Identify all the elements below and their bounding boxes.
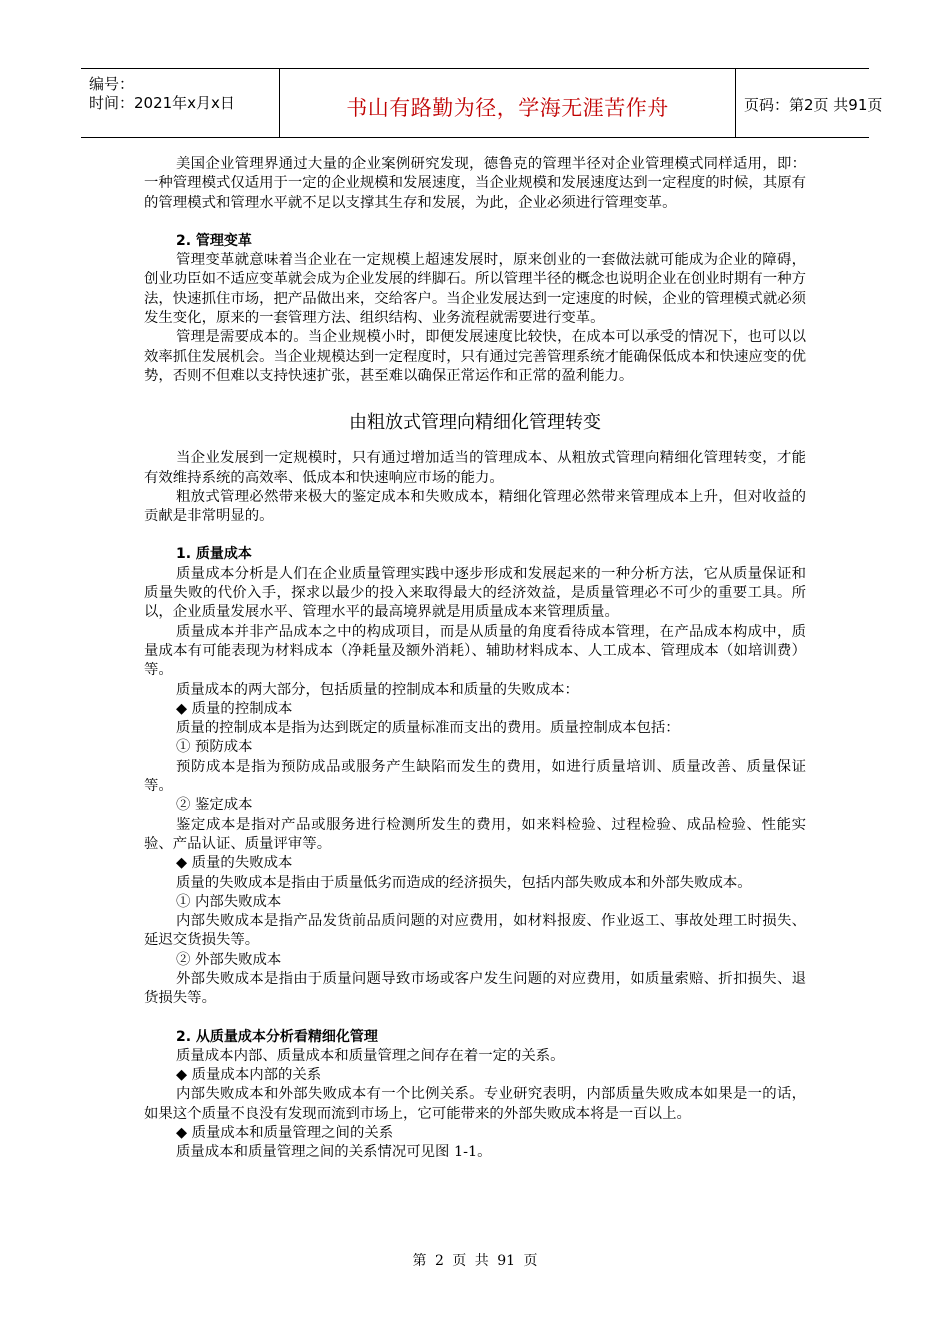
- paragraph: 鉴定成本是指对产品或服务进行检测所发生的费用，如来料检验、过程检验、成品检验、性能实验、产品认证、质量评审等。: [144, 816, 806, 852]
- section-title: 由粗放式管理向精细化管理转变: [349, 412, 601, 434]
- bullet-item: ◆ 质量成本内部的关系: [176, 1067, 322, 1084]
- paragraph: 质量成本内部、质量成本和质量管理之间存在着一定的关系。: [176, 1047, 565, 1064]
- paragraph: 质量成本的两大部分，包括质量的控制成本和质量的失败成本：: [176, 681, 579, 698]
- subsection-heading: 2. 从质量成本分析看精细化管理: [176, 1028, 378, 1045]
- page-footer: 第 2 页 共 91 页: [412, 1253, 538, 1269]
- paragraph: 质量成本和质量管理之间的关系情况可见图 1-1。: [176, 1144, 492, 1161]
- header-motto: 书山有路勤为径，学海无涯苦作舟: [346, 96, 669, 120]
- numbered-item: ② 外部失败成本: [176, 951, 282, 968]
- paragraph: 内部失败成本是指产品发货前品质问题的对应费用，如材料报废、作业返工、事故处理工时损失、延迟交货损失等。: [144, 913, 806, 949]
- document-code-label: 编号：: [89, 75, 135, 93]
- paragraph: 内部失败成本和外部失败成本有一个比例关系。专业研究表明，内部质量失败成本如果是一的话，如果这个质量不良没有发现而流到市场上，它可能带来的外部失败成本将是一百以上。: [144, 1086, 806, 1122]
- paragraph: 管理变革就意味着当企业在一定规模上超速发展时，原来创业的一套做法就可能成为企业的障碍，创业功臣如不适应变革就会成为企业发展的绊脚石。所以管理半径的概念也说明企业在创业时期有一种方法，快速抓住市场，把产品做出来，交给客户。当企业发展达到一定速度的时候，企业的管理模式就必须发生变化，原来的一套管理方法、组织结构、业务流程就需要进行变革。: [144, 252, 806, 327]
- bullet-item: ◆ 质量的控制成本: [176, 700, 293, 717]
- paragraph: 质量的控制成本是指为达到既定的质量标准而支出的费用。质量控制成本包括：: [176, 720, 680, 737]
- paragraph: 管理是需要成本的。当企业规模小时，即便发展速度比较快，在成本可以承受的情况下，也可以以效率抓住发展机会。当企业规模达到一定程度时，只有通过完善管理系统才能确保低成本和快速应变的优势，否则不但难以支持快速扩张，甚至难以确保正常运作和正常的盈利能力。: [144, 329, 806, 384]
- numbered-item: ① 内部失败成本: [176, 893, 282, 910]
- header-page-number: 页码：第2页 共91页: [744, 96, 883, 114]
- header-cell-motto: [280, 69, 736, 137]
- paragraph: 质量成本并非产品成本之中的构成项目，而是从质量的角度看待成本管理，在产品成本构成中，质量成本有可能表现为材料成本（净耗量及额外消耗）、辅助材料成本、人工成本、管理成本（如培训费）等。: [144, 623, 806, 679]
- document-time-label: 时间：2021年x月x日: [89, 94, 235, 112]
- paragraph: 预防成本是指为预防成品或服务产生缺陷而发生的费用，如进行质量培训、质量改善、质量保证等。: [144, 758, 806, 795]
- header-cell-page: [736, 69, 883, 137]
- paragraph: 美国企业管理界通过大量的企业案例研究发现，德鲁克的管理半径对企业管理模式同样适用，即：一种管理模式仅适用于一定的企业规模和发展速度，当企业规模和发展速度达到一定程度的时候，其原有的管理模式和管理水平就不足以支撑其生存和发展，为此，企业必须进行管理变革。: [144, 156, 806, 211]
- bullet-item: ◆ 质量成本和质量管理之间的关系: [176, 1125, 394, 1142]
- header-table: [81, 68, 883, 138]
- subsection-heading: 2. 管理变革: [176, 232, 252, 249]
- paragraph: 当企业发展到一定规模时，只有通过增加适当的管理成本、从粗放式管理向精细化管理转变，才能有效维持系统的高效率、低成本和快速响应市场的能力。: [144, 450, 806, 486]
- document-body: [144, 155, 806, 1163]
- subsection-heading: 1. 质量成本: [176, 546, 252, 563]
- header-cell-meta: [81, 69, 280, 137]
- numbered-item: ② 鉴定成本: [176, 797, 253, 814]
- bullet-item: ◆ 质量的失败成本: [176, 855, 293, 872]
- paragraph: 外部失败成本是指由于质量问题导致市场或客户发生问题的对应费用，如质量索赔、折扣损失、退货损失等。: [144, 970, 806, 1007]
- numbered-item: ① 预防成本: [176, 739, 253, 756]
- paragraph: 质量的失败成本是指由于质量低劣而造成的经济损失，包括内部失败成本和外部失败成本。: [176, 874, 752, 891]
- paragraph: 质量成本分析是人们在企业质量管理实践中逐步形成和发展起来的一种分析方法，它从质量保证和质量失败的代价入手，探求以最少的投入来取得最大的经济效益，是质量管理必不可少的重要工具。所以，企业质量发展水平、管理水平的最高境界就是用质量成本来管理质量。: [144, 565, 806, 621]
- paragraph: 粗放式管理必然带来极大的鉴定成本和失败成本，精细化管理必然带来管理成本上升，但对收益的贡献是非常明显的。: [144, 488, 806, 525]
